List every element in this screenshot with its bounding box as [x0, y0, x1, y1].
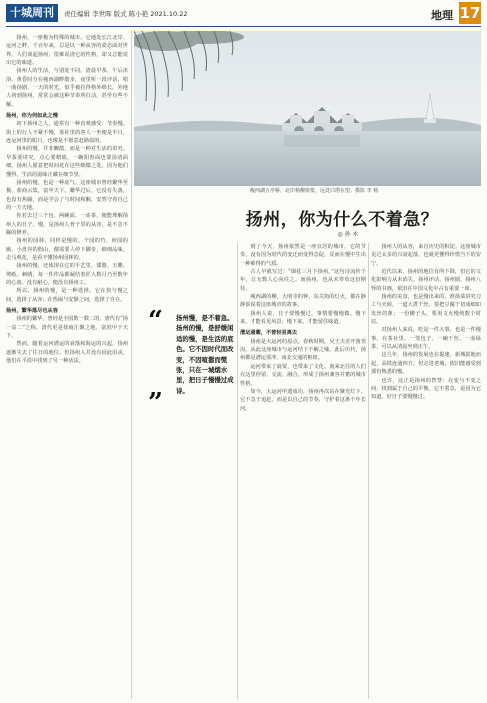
paragraph: 扬州的繁华，曾经是全国数一数二的。唐代有“扬一益二”之称，清代更是盐商汇聚之地，富庶甲于天下。 — [6, 316, 128, 340]
article-title: 扬州，你为什么不着急？ — [245, 210, 439, 230]
column-divider — [131, 31, 132, 699]
paragraph: 古人早就写过：“烟花三月下扬州。”这句诗流传千年，让无数人心向往之。而扬州，也从未辜负这份期待。 — [240, 269, 366, 292]
subheading: 扬州，繁华落尽也从容 — [6, 308, 58, 314]
paragraph: 运河带来了商贾，也带来了文化。南来北往的人们在这里停留、交流、融合，形成了扬州兼容并蓄的城市性格。 — [240, 363, 366, 387]
column-divider — [368, 243, 369, 699]
paragraph: 扬州人的生活，与别处不同。清晨早茶，午后沐浴，黄昏时分在瘦西湖畔散步，夜里听一段评话、唱一曲扬剧。一天的时光，似乎被拉得格外绵长。外地人初到扬州，常常会被这种节奏所打动，甚至有些不解。 — [6, 68, 128, 108]
paragraph: 也许，这正是扬州的智慧：在变与不变之间，找到属于自己的平衡。它不着急，是因为它知道，好日子要慢慢过。 — [371, 377, 481, 401]
editor-credits: 责任编辑 李世晖 版式 陈小艳 2021.10.22 — [64, 10, 188, 18]
article-column-3 — [371, 243, 481, 699]
paragraph: 对扬州人来说，吃是一件大事，也是一件慢事。在茶社里，一笼包子、一碗干丝、一壶绿茶，可以从清晨坐到正午。 — [371, 327, 481, 351]
paragraph: 扬州的美食，也是慢出来的。淮扬菜讲究刀工与火候，一道大煮干丝，要把豆腐干切成细如发丝的条；一份狮子头，要用文火慢炖数个时辰。 — [371, 294, 481, 326]
paragraph: 扬州是大运河的原点。春秋时期，吴王夫差开凿邗沟，从此这座城市与运河结下不解之缘。此后历代，扬州都是漕运要冲、南北交通的枢纽。 — [240, 338, 366, 362]
paragraph: 扬州的园林，同样是慢的。个园的竹，何园的廊，小盘谷的假山，都需要人停下脚步，细细品味。走马观花，是看不懂扬州园林的。 — [6, 238, 128, 261]
paragraph: 扬州，一座极为特殊的城市。它地处长江北岸、运河之畔，千百年来，总是以一种从容的姿态面对世界。人们谈起扬州，很难说清它的性格，却又总能说出它的味道。 — [6, 35, 128, 67]
paragraph: 所以，扬州的慢，是一种选择。它在快与慢之间，选择了从容；在热闹与安静之间，选择了自在。 — [6, 288, 128, 303]
close-quote-icon: ” — [148, 388, 163, 418]
lake-pavilion-photo — [134, 31, 481, 186]
article-column-2 — [240, 243, 366, 699]
open-quote-icon: “ — [148, 306, 163, 336]
paragraph: 然而，随着运河漕运的衰落和海运的兴起，扬州逐渐失去了往日的地位。但扬州人并没有因此沮丧，他们在平淡中找到了另一种活法。 — [6, 341, 128, 365]
subheading: 扬州，你为何如此之慢 — [6, 113, 58, 120]
paragraph: 到了今天，扬州依然是一座宜居的城市。它的节奏，没有因为时代的变迁而变得急促，反而在慢中生出一种难得的气质。 — [240, 244, 366, 267]
page-header — [0, 0, 487, 27]
paragraph: 扬州的慢，并非懒散，而是一种对生活的讲究。早茶要讲究，点心要精致，一碗阳春面也要汤清面细。扬州人愿意把时间花在这些细微之处，因为他们懂得，生活的滋味正藏在细节里。 — [6, 146, 128, 178]
paragraph: 这几年，扬州的发展也在提速。新城拔地而起，高铁连通四方。但走进老城，依旧能感受到那份熟悉的慢。 — [371, 352, 481, 376]
paragraph: 初下扬州之人，通常有一种直观感受：节奏慢。街上的行人不紧不慢，茶社里的客人一坐便是半日，连运河里的船只，也像是不愿意赶路似的。 — [6, 121, 128, 145]
section-label: 地理 — [431, 9, 453, 22]
byline: ◎ 孙 永 — [337, 231, 359, 238]
paragraph: 扬州的慢，也是一种底气。这座城市曾经繁华至极，盐商云集，富甲天下。繁华过后，它没有失落，也没有焦躁，而是学会了与时间和解，安然守着自己的一方天地。 — [6, 179, 128, 211]
paragraph: 扬州人说，日子要慢慢过，事情要慢慢做。慢下来，才能看见风景；慢下来，才能留住味道。 — [240, 310, 366, 326]
paragraph: 扬州人的从容，来自历史的积淀。这座城市见过太多的兴衰起落，也就更懂得珍惜当下的安宁。 — [371, 244, 481, 267]
paragraph: 你若去过三个包、两碗面、一壶茶，便能理解扬州人的日子。慢，是扬州人骨子里的从容，是不急不躁的修养。 — [6, 213, 128, 236]
paragraph: 如今，大运河申遗成功，扬州再次站在聚光灯下。它不急于追赶，而是以自己的节奏，守护着这条千年长河。 — [240, 388, 366, 412]
masthead: 十城周刊 — [6, 4, 58, 22]
article-column-1 — [6, 34, 128, 699]
page-number: 17 — [459, 4, 481, 22]
paragraph: 瘦西湖的柳，大明寺的钟，东关街的灯火，都在静静诉说着这座城市的故事。 — [240, 294, 366, 309]
photo-caption: 瘦西湖五亭桥，北岸杨柳依依，远处白塔在望。摄影 李 杨 — [250, 188, 379, 194]
subheading: 漕运通衢，不曾轻易离去 — [240, 330, 298, 337]
paragraph: 扬州的慢，还体现在它的手艺里。漆器、玉雕、剪纸、刺绣，每一件作品都凝结着匠人数月乃至数年的心血。没有耐心，便没有扬州工。 — [6, 263, 128, 286]
header-rule — [6, 26, 481, 27]
pull-quote: 扬州慢，是不着急。扬州的慢，是舒缓闲适的慢，是生活的底色。它不因时代而改变，不因喧嚣而慌张，只在一城烟水里，把日子慢慢过成诗。 — [176, 314, 234, 395]
paragraph: 近代以来，扬州的地位有所下降，但它的文化影响力从未消失。扬州评话、扬州剧、扬州八怪的书画，依旧在中国文化中占有重要一席。 — [371, 269, 481, 292]
column-divider — [237, 243, 238, 699]
photo-illustration — [134, 31, 481, 186]
